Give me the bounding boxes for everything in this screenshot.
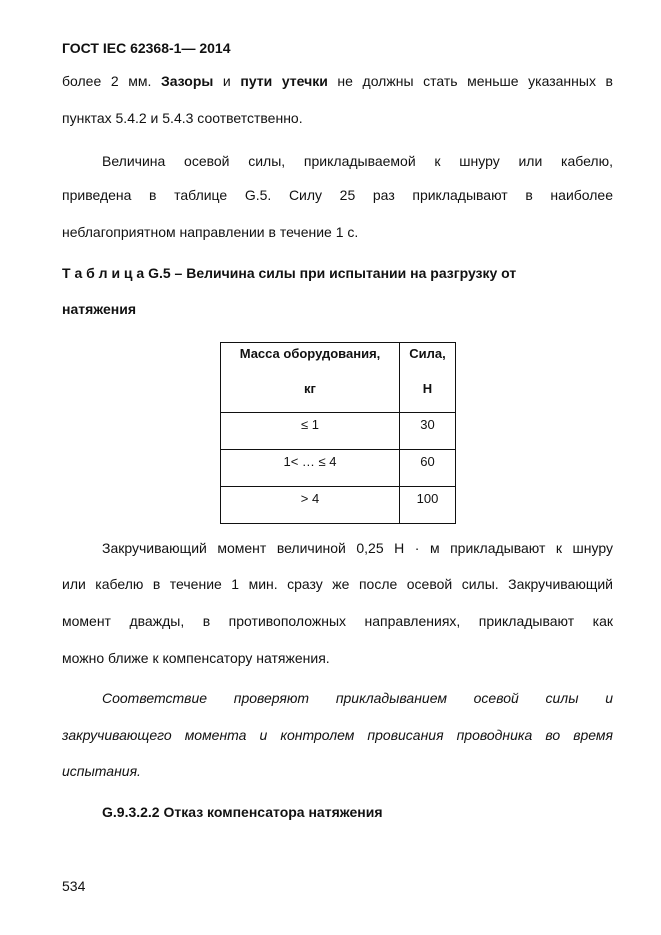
paragraph-1-line-1 — [62, 72, 613, 90]
section-heading: G.9.3.2.2 Отказ компенсатора натяжения — [102, 804, 383, 820]
cell-mass — [221, 487, 400, 524]
header-force-unit: Н — [422, 381, 433, 396]
paragraph-4-line-3: испытания. — [62, 763, 141, 779]
paragraph-3-line-4: можно ближе к компенсатору натяжения. — [62, 650, 330, 666]
term-clearances: Зазоры — [160, 73, 214, 89]
cell-mass — [221, 413, 400, 450]
cell-force-text: 60 — [420, 454, 435, 469]
paragraph-2-line-3: неблагоприятном направлении в течение 1 с. — [62, 224, 359, 240]
paragraph-2-line-1: Величина осевой силы, прикладываемой к шнуру или кабелю, — [102, 153, 613, 169]
paragraph-3-line-2: или кабелю в течение 1 мин. сразу же после осевой силы. Закручивающий — [62, 576, 613, 592]
header-force — [400, 343, 456, 413]
text-run: не должны стать меньше указанных в — [327, 73, 613, 89]
header-mass — [221, 343, 400, 413]
paragraph-3-line-1: Закручивающий момент величиной 0,25 Н · м прикладывают к шнуру — [102, 540, 613, 556]
page-number: 534 — [62, 878, 86, 894]
table-caption-line-2: натяжения — [62, 301, 137, 317]
paragraph-4-line-2: закручивающего момента и контролем провисания проводника во время — [62, 727, 613, 743]
text-run: более 2 мм. — [62, 73, 161, 89]
cell-force — [400, 413, 456, 450]
paragraph-2-line-2: приведена в таблице G.5. Силу 25 раз прикладывают в наиболее — [62, 187, 613, 203]
term-creepage: пути утечки — [240, 73, 328, 89]
table-row — [221, 450, 456, 487]
paragraph-4-line-1: Соответствие проверяют прикладыванием осевой силы и — [102, 690, 613, 706]
force-table — [220, 342, 456, 524]
cell-mass-text: > 4 — [300, 491, 320, 506]
table-row — [221, 487, 456, 524]
paragraph-1-line-2: пунктах 5.4.2 и 5.4.3 соответственно. — [62, 110, 303, 126]
cell-force-text: 30 — [420, 417, 435, 432]
paragraph-3-line-3: момент дважды, в противоположных направлениях, прикладывают как — [62, 613, 613, 629]
header-force-top: Сила, — [409, 346, 446, 361]
table-row — [221, 413, 456, 450]
cell-force — [400, 450, 456, 487]
cell-force — [400, 487, 456, 524]
document-header: ГОСТ IEC 62368-1— 2014 — [62, 40, 231, 56]
table-header-row — [221, 343, 456, 413]
cell-mass — [221, 450, 400, 487]
text-run: и — [213, 73, 241, 89]
cell-mass-text: 1< … ≤ 4 — [283, 454, 337, 469]
header-mass-top: Масса оборудования, — [239, 346, 381, 361]
cell-mass-text: ≤ 1 — [301, 417, 319, 432]
cell-force-text: 100 — [416, 491, 439, 506]
header-mass-unit: кг — [304, 381, 316, 396]
table-caption-line-1: Т а б л и ц а G.5 – Величина силы при испытании на разгрузку от — [62, 265, 517, 281]
